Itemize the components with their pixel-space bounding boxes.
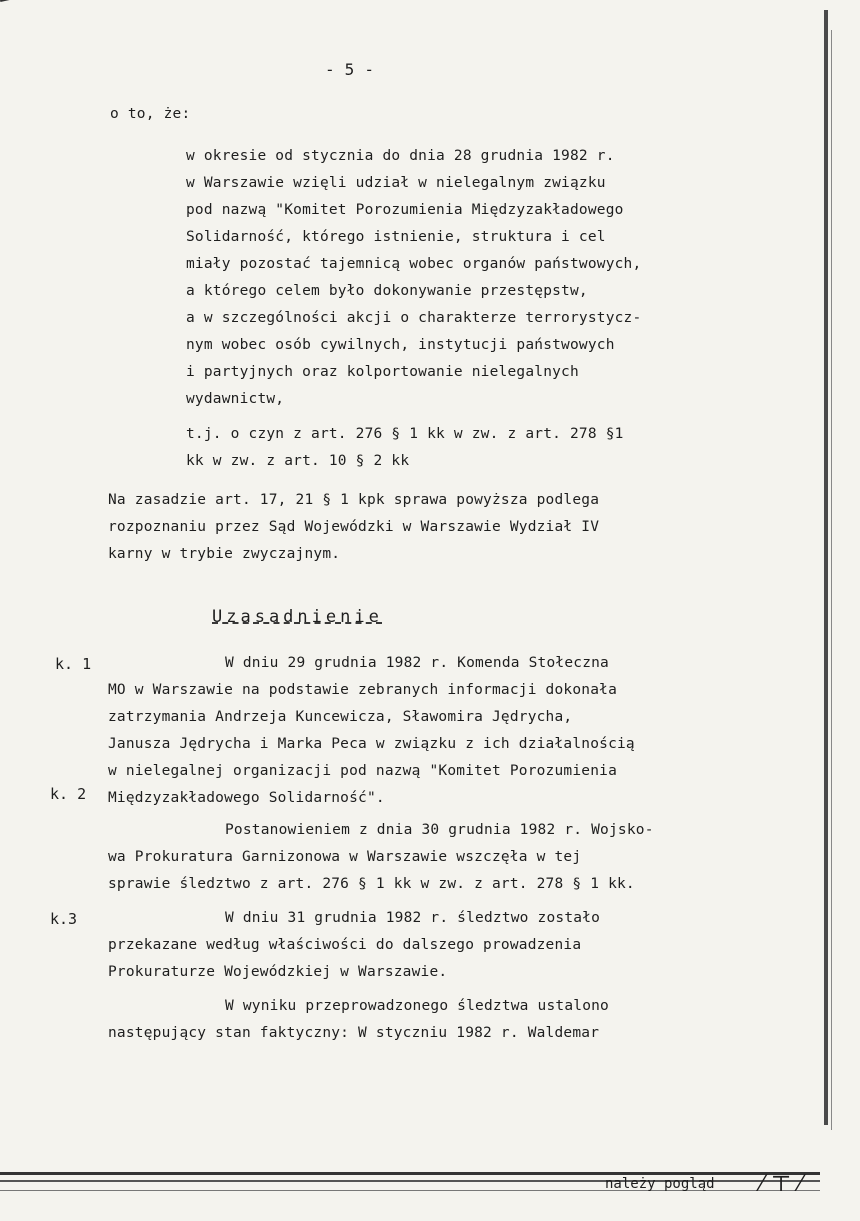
block1-line: pod nazwą "Komitet Porozumienia Międzyzakładowego [186,202,624,218]
charge-line: t.j. o czyn z art. 276 § 1 kk w zw. z art. 278 §1 [186,426,624,442]
block1-line: wydawnictw, [186,391,285,407]
para-line: sprawie śledztwo z art. 276 § 1 kk w zw. z art. 278 § 1 kk. [108,876,635,892]
block1-line: nym wobec osób cywilnych, instytucji państwowych [186,337,615,353]
para-line: w nielegalnej organizacji pod nazwą "Komitet Porozumienia [108,763,617,779]
jurisdiction-line: karny w trybie zwyczajnym. [108,546,341,562]
jurisdiction-line: rozpoznaniu przez Sąd Wojewódzki w Warszawie Wydział IV [108,519,600,535]
para-line: MO w Warszawie na podstawie zebranych informacji dokonała [108,682,617,698]
footer-note: należy pogląd [605,1176,715,1192]
block1-line: Solidarność, którego istnienie, struktura i cel [186,229,606,245]
para-line: Janusza Jędrycha i Marka Peca w związku z ich działalnością [108,736,635,752]
right-edge-line [831,30,832,1130]
page-number: - 5 - [325,60,375,79]
para-line: W wyniku przeprowadzonego śledztwa ustalono [225,998,609,1014]
margin-note: k. 2 [50,785,87,803]
corner-mark [0,0,40,2]
jurisdiction-line: Na zasadzie art. 17, 21 § 1 kpk sprawa powyższa podlega [108,492,600,508]
margin-note: k.3 [50,910,78,928]
section-heading: Uzasadnienie [212,607,383,627]
para-line: Postanowieniem z dnia 30 grudnia 1982 r. Wojsko- [225,822,654,838]
block1-line: miały pozostać tajemnicą wobec organów państwowych, [186,256,642,272]
intro-text: o to, że: [110,106,191,122]
para-line: przekazane według właściwości do dalszego prowadzenia [108,937,582,953]
para-line: W dniu 31 grudnia 1982 r. śledztwo zostało [225,910,601,926]
margin-note: k. 1 [55,655,92,673]
para-line: następujący stan faktyczny: W styczniu 1982 r. Waldemar [108,1025,600,1041]
right-edge-shadow [824,10,828,1125]
block1-line: a w szczególności akcji o charakterze terrorystycz- [186,310,642,326]
bottom-scan-line [0,1172,820,1175]
para-line: Międzyzakładowego Solidarność". [108,790,385,806]
charge-line: kk w zw. z art. 10 § 2 kk [186,453,410,469]
para-line: wa Prokuratura Garnizonowa w Warszawie wszczęła w tej [108,849,582,865]
block1-line: i partyjnych oraz kolportowanie nielegalnych [186,364,579,380]
block1-line: w okresie od stycznia do dnia 28 grudnia 1982 r. [186,148,615,164]
para-line: zatrzymania Andrzeja Kuncewicza, Sławomira Jędrycha, [108,709,573,725]
para-line: Prokuraturze Wojewódzkiej w Warszawie. [108,964,448,980]
block1-line: a którego celem było dokonywanie przestępstw, [186,283,588,299]
block1-line: w Warszawie wzięli udział w nielegalnym związku [186,175,606,191]
signature-mark: ⁄ ⊤ ⁄ [760,1172,803,1197]
para-line: W dniu 29 grudnia 1982 r. Komenda Stołeczna [225,655,609,671]
